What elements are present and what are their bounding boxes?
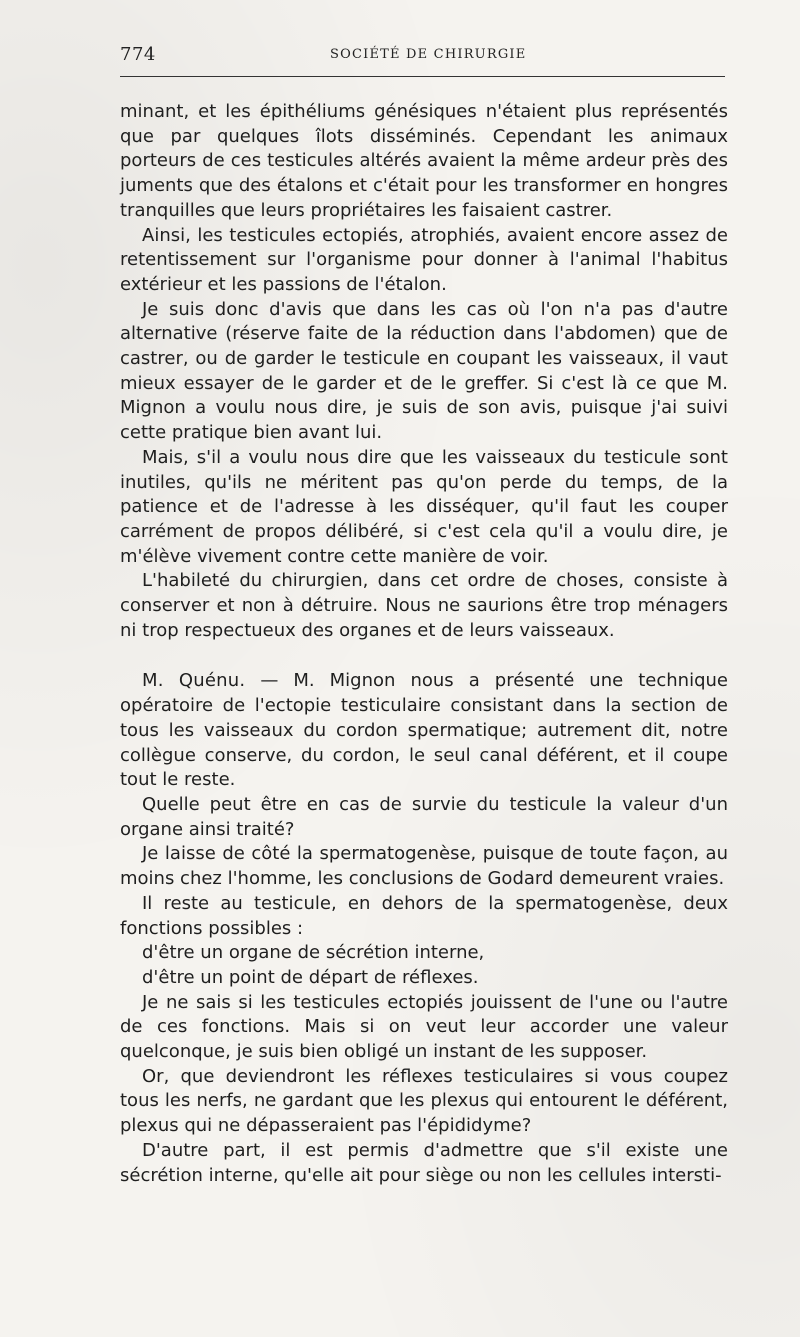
paragraph: Je suis donc d'avis que dans les cas où l'on n'a pas d'autre alternative (réserve faite de la réduction dans l'abdomen) que de castrer, ou de garder le testicule en coupant les vaisseaux, il vaut mieux essayer de le garder et de le greffer. Si c'est là ce que M. Mignon a voulu nous dire, je suis de son avis, puisque j'ai suivi cette pratique bien avant lui. <box>120 298 728 444</box>
page-header <box>120 44 725 68</box>
paragraph: Il reste au testicule, en dehors de la spermatogenèse, deux fonctions possibles : <box>120 892 728 939</box>
running-head: SOCIÉTÉ DE CHIRURGIE <box>330 47 527 62</box>
list-item: d'être un organe de sécrétion interne, <box>142 942 485 964</box>
paragraph: D'autre part, il est permis d'admettre que s'il existe une sécrétion interne, qu'elle ait pour siège ou non les cellules intersti- <box>120 1139 728 1186</box>
list-item: d'être un point de départ de réflexes. <box>142 966 479 988</box>
paragraph: Ainsi, les testicules ectopiés, atrophiés, avaient encore assez de retentissement sur l'organisme pour donner à l'animal l'habitus extérieur et les passions de l'étalon. <box>120 224 728 295</box>
speaker-name: M. Quénu. <box>142 670 246 692</box>
section-gap <box>120 643 728 669</box>
paragraph: Je laisse de côté la spermatogenèse, puisque de toute façon, au moins chez l'homme, les conclusions de Godard demeurent vraies. <box>120 843 728 890</box>
body-text <box>120 100 728 1188</box>
speaker-paragraph <box>120 669 728 793</box>
paragraph: minant, et les épithéliums génésiques n'étaient plus représentés que par quelques îlots disséminés. Cependant les animaux porteurs de ces testicules altérés avaient la même ardeur près des juments que des étalons et c'était pour les transformer en hongres tranquilles que leurs propriétaires les faisaient castrer. <box>120 101 728 221</box>
page-number: 774 <box>120 44 156 65</box>
paragraph: Je ne sais si les testicules ectopiés jouissent de l'une ou l'autre de ces fonctions. Mais si on veut leur accorder une valeur quelconque, je suis bien obligé un instant de les supposer. <box>120 991 728 1063</box>
paragraph: Or, que deviendront les réflexes testiculaires si vous coupez tous les nerfs, ne gardant que les plexus qui entourent le déférent, plexus qui ne dépasseraient pas l'épididyme? <box>120 1065 728 1137</box>
paragraph: Quelle peut être en cas de survie du testicule la valeur d'un organe ainsi traité? <box>120 793 728 840</box>
paragraph: Mais, s'il a voulu nous dire que les vaisseaux du testicule sont inutiles, qu'ils ne méritent pas qu'on perde du temps, de la patience et de l'adresse à les disséquer, qu'il faut les couper carrément de propos délibéré, si c'est cela qu'il a voulu dire, je m'élève vivement contre cette manière de voir. <box>120 446 728 567</box>
paragraph: L'habileté du chirurgien, dans cet ordre de choses, consiste à conserver et non à détruire. Nous ne saurions être trop ménagers ni trop respectueux des organes et de leurs vaisseaux. <box>120 570 728 641</box>
header-rule <box>120 76 725 77</box>
speaker-text: — M. Mignon nous a présenté une technique opératoire de l'ectopie testiculaire consistant dans la section de tous les vaisseaux du cordon spermatique; autrement dit, notre collègue conserve, du cordon, le seul canal déférent, et il coupe tout le reste. <box>120 670 728 791</box>
